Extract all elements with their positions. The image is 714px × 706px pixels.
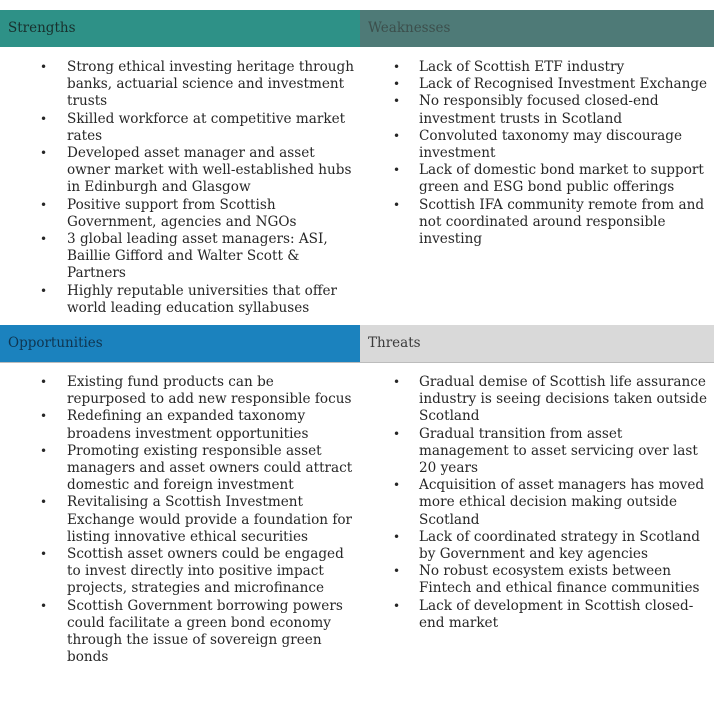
list-item-text: Skilled workforce at competitive market rates: [67, 110, 346, 144]
list-item-text: Gradual demise of Scottish life assurance industry is seeing decisions taken outside Scotland: [419, 374, 707, 425]
list-item-text: Lack of coordinated strategy in Scotland by Government and key agencies: [419, 528, 700, 563]
opportunities-header: Opportunities: [0, 325, 360, 362]
list-item: [360, 128, 714, 162]
list-item: [360, 529, 714, 563]
list-item-text: Positive support from Scottish Government, agencies and NGOs: [67, 196, 297, 230]
list-item: [0, 145, 360, 197]
list-item-text: Promoting existing responsible asset managers and asset owners could attract domestic and foreign investment: [67, 442, 353, 494]
weaknesses-header: Weaknesses: [360, 10, 714, 47]
list-item-text: Acquisition of asset managers has moved more ethical decision making outside Scotland: [419, 477, 705, 528]
list-item-text: Lack of development in Scottish closed-end market: [419, 597, 694, 631]
threats-quadrant: [360, 325, 714, 632]
bullet-icon: •: [393, 77, 401, 92]
list-item-text: Strong ethical investing heritage through banks, actuarial science and investment trusts: [67, 59, 355, 110]
list-item: [360, 162, 714, 196]
list-item: [0, 443, 360, 495]
list-item-text: Highly reputable universities that offer world leading education syllabuses: [67, 282, 338, 316]
list-item-text: No responsibly focused closed-end investment trusts in Scotland: [419, 93, 659, 127]
bullet-icon: •: [40, 146, 48, 161]
list-item-text: Lack of Scottish ETF industry: [419, 59, 625, 75]
list-item: [360, 93, 714, 127]
bullet-icon: •: [40, 443, 48, 458]
list-item: [360, 59, 714, 76]
strengths-header: Strengths: [0, 10, 360, 47]
bullet-icon: •: [393, 426, 401, 441]
list-item: [0, 374, 360, 408]
bullet-icon: •: [40, 495, 48, 510]
bullet-icon: •: [393, 529, 401, 544]
bullet-icon: •: [393, 128, 401, 143]
bullet-icon: •: [393, 197, 401, 212]
list-item-text: Scottish Government borrowing powers could facilitate a green bond economy through the issue of sovereign green bonds: [67, 597, 343, 666]
bullet-icon: •: [40, 375, 48, 389]
list-item: [0, 598, 360, 667]
bullet-icon: •: [40, 232, 48, 247]
threats-header: Threats: [360, 325, 714, 362]
list-item: [0, 494, 360, 546]
list-item-text: No robust ecosystem exists between Fintech and ethical finance communities: [419, 563, 700, 597]
list-item: [360, 563, 714, 597]
bullet-icon: •: [40, 547, 48, 562]
list-item: [360, 426, 714, 478]
bullet-icon: •: [393, 60, 401, 74]
bullet-icon: •: [393, 598, 401, 613]
bullet-icon: •: [393, 163, 401, 178]
list-item-text: Convoluted taxonomy may discourage investment: [419, 127, 683, 162]
opportunities-quadrant: [0, 325, 360, 666]
list-item-text: Developed asset manager and asset owner market with well-established hubs in Edinburgh and Glasgow: [67, 145, 352, 196]
opportunities-list: [0, 362, 360, 666]
threats-list: [360, 362, 714, 632]
list-item: [0, 408, 360, 442]
bullet-icon: •: [40, 197, 48, 212]
list-item-text: Lack of domestic bond market to support green and ESG bond public offerings: [419, 162, 704, 196]
list-item-text: Scottish asset owners could be engaged to invest directly into positive impact projects, strategies and microfinance: [67, 546, 344, 597]
list-item: [360, 374, 714, 426]
list-item: [0, 546, 360, 598]
bullet-icon: •: [40, 283, 48, 298]
list-item: [0, 283, 360, 317]
bullet-icon: •: [393, 94, 401, 109]
bullet-icon: •: [393, 478, 401, 493]
bullet-icon: •: [393, 564, 401, 579]
bullet-icon: •: [40, 409, 48, 424]
list-item: [360, 197, 714, 249]
list-item-text: Scottish IFA community remote from and not coordinated around responsible investing: [419, 196, 705, 248]
bullet-icon: •: [393, 375, 401, 389]
list-item-text: Redefining an expanded taxonomy broadens investment opportunities: [67, 408, 309, 442]
weaknesses-quadrant: [360, 10, 714, 248]
bullet-icon: •: [40, 598, 48, 613]
list-item: [360, 598, 714, 632]
list-item-text: Gradual transition from asset management to asset servicing over last 20 years: [419, 425, 698, 477]
list-item-text: Lack of Recognised Investment Exchange: [419, 76, 708, 93]
strengths-quadrant: [0, 10, 360, 317]
list-item-text: Existing fund products can be repurposed to add new responsible focus: [67, 374, 352, 408]
bullet-icon: •: [40, 111, 48, 126]
list-item: [360, 76, 714, 93]
list-item: [0, 231, 360, 283]
list-item-text: Revitalising a Scottish Investment Exchange would provide a foundation for listing innovative ethical securities: [67, 494, 353, 545]
strengths-list: [0, 47, 360, 317]
list-item: [0, 111, 360, 145]
bullet-icon: •: [40, 60, 48, 74]
list-item-text: 3 global leading asset managers: ASI, Baillie Gifford and Walter Scott & Partners: [67, 231, 328, 282]
weaknesses-list: [360, 47, 714, 248]
list-item: [360, 477, 714, 529]
list-item: [0, 197, 360, 231]
list-item: [0, 59, 360, 111]
